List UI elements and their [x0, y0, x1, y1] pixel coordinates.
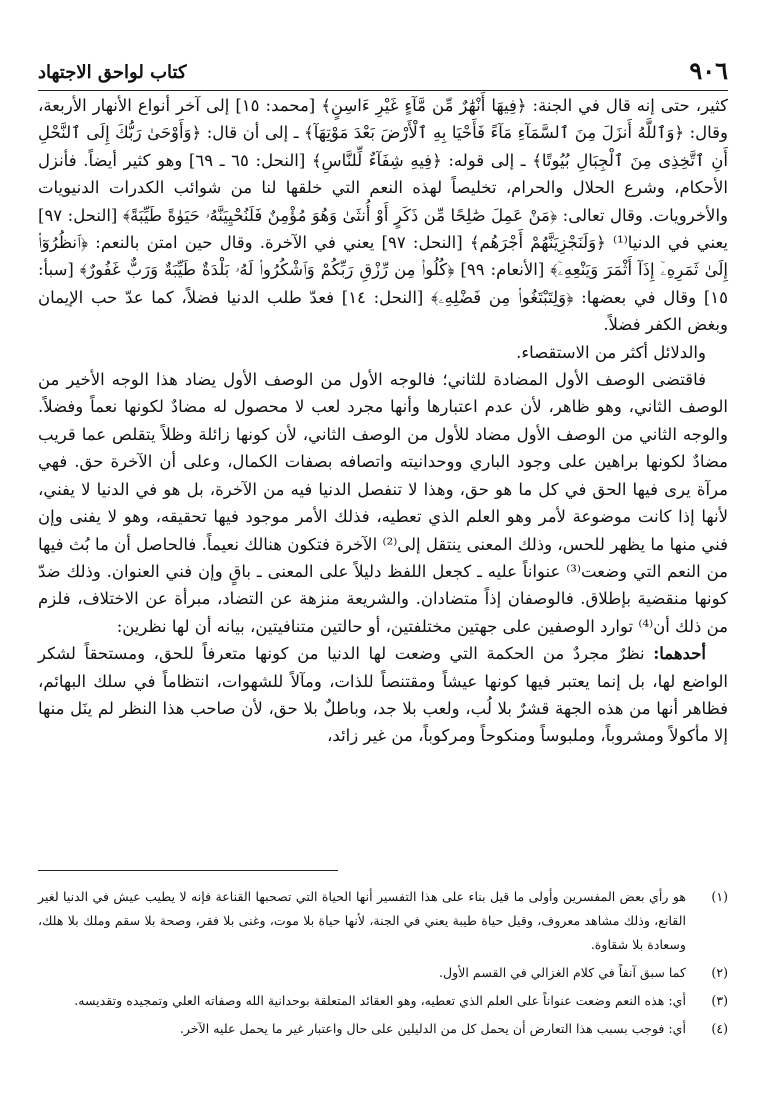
- footnote-1: [38, 885, 728, 957]
- footnote-text: أي: فوجب بسبب هذا التعارض أن يحمل كل من الدليلين على حال واعتبار غير ما يحمل عليه الآخر.: [179, 1021, 686, 1036]
- footnote-text: هو رأي بعض المفسرين وأولى ما قيل بناء على هذا التفسير أنها الحياة التي تصحبها القناعة فإنه لا يطيب عيش في الدنيا لغير القانع، وذلك مشاهد معروف، وقيل حياة طيبة يعني في الجنة، لأنها حياة بلا موت، وغنى بلا فقر، وصحة بلا سقم وملك بلا هلك، وسعادة بلا شقاوة.: [38, 889, 686, 952]
- footnotes: [38, 885, 728, 1045]
- footnote-number: (٤): [711, 1021, 728, 1036]
- paragraph-contradiction: فاقتضى الوصف الأول المضادة للثاني؛ فالوجه الأول من الوصف الأول يضاد هذا الوجه الأخير من الوصف الثاني، وهو ظاهر، لأن عدم اعتبارها وأنها مجرد لعب لا محصول له مضادٌ لكونها نعماً وفضلاً. والوجه الثاني من الوصف الأول مضاد للأول من الوصف الثاني، لأن كونها زائلة وظلاً يتقلص عما قريب مضادٌ لكونها براهين على وجود الباري ووحدانيته واتصافه بصفات الكمال، وعلى أن الآخرة حق. فهي مرآة يرى فيها الحق في كل ما هو حق، وهذا لا تنفصل الدنيا فيه من الآخرة، بل هو في الدنيا لا يفني، لأنها إذا كانت موضوعة لأمر وهو العلم الذي تعطيه، فذلك الأمر موجود فيها تحقيقه، وهو لا يفنى وإن فني منها ما يظهر للحس، وذلك المعنى ينتقل إلى⁽²⁾ الآخرة فتكون هنالك نعيماً. فالحاصل أن ما بُث فيها من النعم التي وضعت⁽³⁾ عنواناً عليه ـ كجعل اللفظ دليلاً على المعنى ـ باقٍ وإن فني العنوان. وذلك ضدّ كونها منقضية بإطلاق. فالوصفان إذاً متضادان. والشريعة منزهة عن التضاد، مبرأة عن الاختلاف، فلزم من ذلك أن⁽⁴⁾ توارد الوصفين على جهتين مختلفتين، أو حالتين متنافيتين، بيانه أن لها نظرين:: [38, 370, 728, 636]
- footnote-2: [38, 961, 728, 985]
- footnote-4: [38, 1017, 728, 1041]
- footnote-3: [38, 989, 728, 1013]
- footnote-number: (١): [711, 889, 728, 904]
- page-header: [38, 56, 728, 91]
- main-text: [38, 92, 728, 750]
- footnote-number: (٣): [711, 993, 728, 1008]
- footnote-number: (٢): [711, 965, 728, 980]
- footnote-text: أي: هذه النعم وضعت عنواناً على العلم الذي تعطيه، وهو العقائد المتعلقة بوحدانية الله وصفاته العلي وتمجيده وتقديسه.: [74, 993, 686, 1008]
- paragraph-first-view: [38, 640, 728, 750]
- paragraph-evidence-summary: والدلائل أكثر من الاستقصاء.: [516, 342, 706, 362]
- page-number: ٩٠٦: [689, 56, 728, 85]
- paragraph-quranic-evidence: كثير، حتى إنه قال في الجنة: ﴿فِيهَا أَنْهَٰرٌ مِّن مَّآءٍ غَيْرِ ءَاسِنٍ﴾ [محمد: ١٥] إلى آخر أنواع الأنهار الأربعة، وقال: ﴿وَٱللَّهُ أَنزَلَ مِنَ ٱلسَّمَآءِ مَآءً فَأَحْيَا بِهِ ٱلْأَرْضَ بَعْدَ مَوْتِهَآ﴾ ـ إلى أن قال: ﴿وَأَوْحَىٰ رَبُّكَ إِلَى ٱلنَّحْلِ أَنِ ٱتَّخِذِى مِنَ ٱلْجِبَالِ بُيُوتًا﴾ ـ إلى قوله: ﴿فِيهِ شِفَآءٌ لِّلنَّاسِ﴾ [النحل: ٦٥ ـ ٦٩] وهو كثير أيضاً. فأنزل الأحكام، وشرع الحلال والحرام، تخليصاً لهذه النعم التي خلقها لنا من شوائب الكدرات الدنيويات والأخرويات. وقال تعالى: ﴿مَنْ عَمِلَ صَٰلِحًا مِّن ذَكَرٍ أَوْ أُنثَىٰ وَهُوَ مُؤْمِنٌ فَلَنُحْيِيَنَّهُۥ حَيَوٰةً طَيِّبَةً﴾ [النحل: ٩٧] يعني في الدنيا⁽¹⁾ ﴿وَلَنَجْزِيَنَّهُمْ أَجْرَهُم﴾ [النحل: ٩٧] يعني في الآخرة. وقال حين امتن بالنعم: ﴿ٱنظُرُوٓا۟ إِلَىٰ ثَمَرِهِۦٓ إِذَآ أَثْمَرَ وَيَنْعِهِۦٓ﴾ [الأنعام: ٩٩] ﴿كُلُوا۟ مِن رِّزْقِ رَبِّكُمْ وَٱشْكُرُوا۟ لَهُۥ بَلْدَةٌ طَيِّبَةٌ وَرَبٌّ غَفُورٌ﴾ [سبأ: ١٥] وقال في بعضها: ﴿وَلِتَبْتَغُوا۟ مِن فَضْلِهِۦ﴾ [النحل: ١٤] فعدّ طلب الدنيا فضلاً، كما عدّ حب الإيمان وبغض الكفر فضلاً.: [38, 96, 729, 335]
- first-view-label: أحدهما:: [653, 644, 706, 664]
- first-view-text: نظرٌ مجردٌ من الحكمة التي وضعت لها الدنيا من كونها متعرفاً للحق، ومستحقاً لشكر الواضع لها، بل إنما يعتبر فيها كونها عيشاً ومقتنصاً للذات، ومآلاً للشهوات، انتظاماً في سلك البهائم، فظاهر أنها من هذه الجهة قشرٌ بلا لُب، ولعب بلا جد، وباطلٌ بلا حق، لأن صاحب هذا النظر لم ينَل منها إلا مأكولاً ومشروباً، وملبوساً ومنكوحاً ومركوباً، من غير زائد،: [38, 644, 728, 746]
- footnote-divider: [38, 870, 338, 871]
- running-title: كتاب لواحق الاجتهاد: [38, 62, 187, 83]
- footnote-text: كما سبق آنفاً في كلام الغزالي في القسم الأول.: [439, 965, 686, 980]
